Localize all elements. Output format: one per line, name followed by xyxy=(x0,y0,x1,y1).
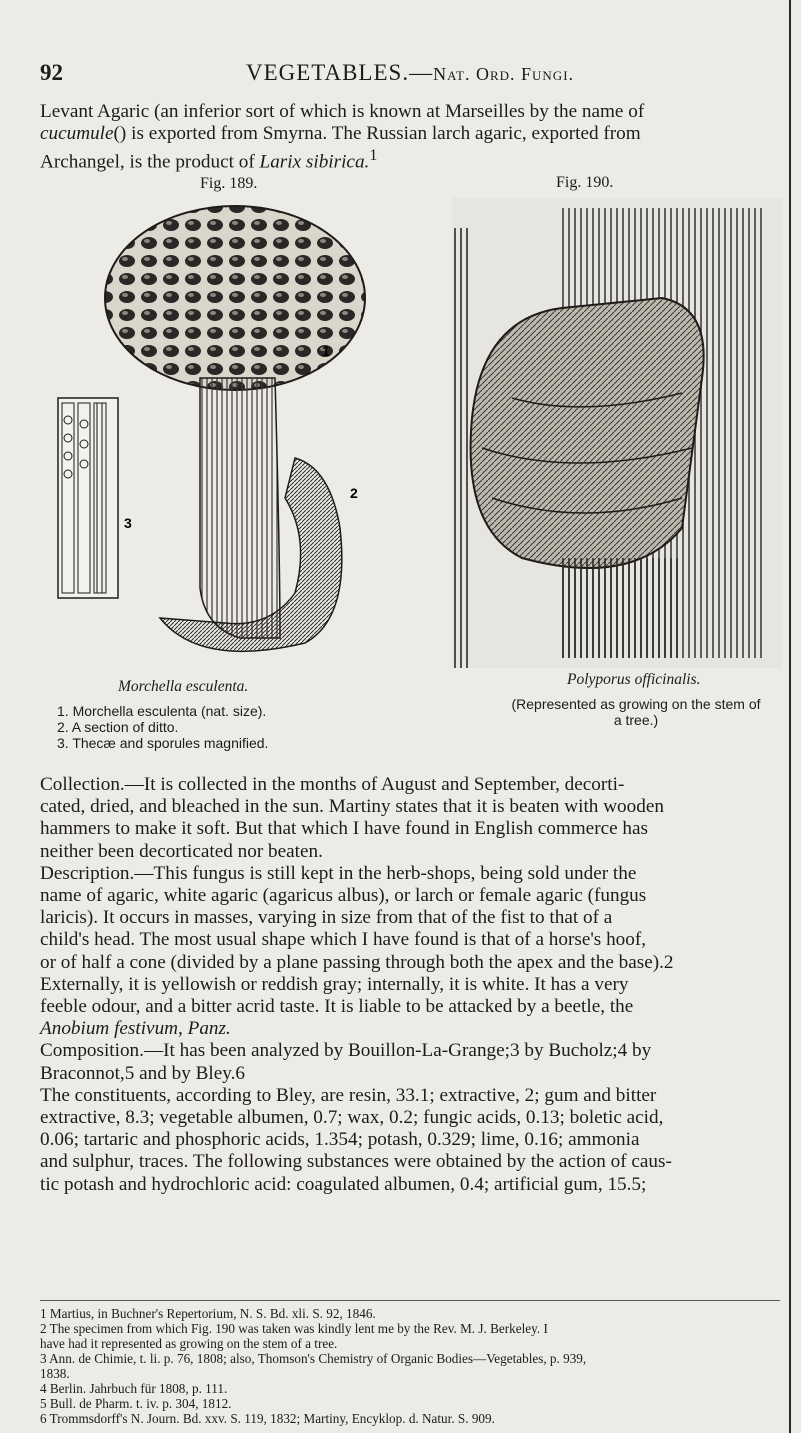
footnote-ref-1: 1 xyxy=(369,147,378,165)
thecae-panel xyxy=(58,398,118,598)
intro-line-3-start: Archangel, is the product of xyxy=(40,151,260,173)
body-line: Composition.—It has been analyzed by Bouillon-La-Grange;3 by Bucholz;4 by xyxy=(40,1040,652,1062)
footnote: 1 Martius, in Buchner's Repertorium, N. S. Bd. xli. S. 92, 1846. xyxy=(40,1306,376,1321)
body-line: 0.06; tartaric and phosphoric acids, 1.354; potash, 0.329; lime, 0.16; ammonia xyxy=(40,1129,640,1151)
body-line: neither been decorticated nor beaten. xyxy=(40,840,323,862)
footnote: 1838. xyxy=(40,1366,70,1381)
intro-paragraph xyxy=(40,101,776,174)
bracket-fungus xyxy=(471,298,704,568)
intro-line-2: cucumule() is exported from Smyrna. The Russian larch agaric, exported from xyxy=(40,123,641,145)
intro-line-1: Levant Agaric (an inferior sort of which is known at Marseilles by the name of xyxy=(40,101,645,122)
legend-item: 2. A section of ditto. xyxy=(57,719,179,735)
morel-stem xyxy=(200,378,280,638)
body-line: tic potash and hydrochloric acid: coagulated albumen, 0.4; artificial gum, 15.5; xyxy=(40,1173,647,1195)
body-line: Collection.—It is collected in the months of August and September, decorti- xyxy=(40,774,625,795)
legend-item: (Represented as growing on the stem of xyxy=(511,696,761,712)
footnote: 4 Berlin. Jahrbuch für 1808, p. 111. xyxy=(40,1381,228,1396)
body-line: extractive, 8.3; vegetable albumen, 0.7; wax, 0.2; fungic acids, 0.13; boletic acid, xyxy=(40,1107,664,1129)
fig-190-label: Fig. 190. xyxy=(556,174,614,191)
running-title-main: VEGETABLES.— xyxy=(245,60,434,85)
legend-item: a tree.) xyxy=(613,712,659,728)
marker-1: 1 xyxy=(322,343,330,359)
footnote: 2 The specimen from which Fig. 190 was taken was kindly lent me by the Rev. M. J. Berkeley. I xyxy=(40,1321,548,1336)
page-edge-rule xyxy=(789,0,791,1433)
body-line: Externally, it is yellowish or reddish gray; internally, it is white. It has a very xyxy=(40,973,629,995)
body-line: feeble odour, and a bitter acrid taste. It is liable to be attacked by a beetle, the xyxy=(40,996,634,1018)
running-head xyxy=(40,60,780,86)
legend-item: 3. Thecæ and sporules magnified. xyxy=(57,735,269,751)
footnotes xyxy=(40,1306,780,1426)
footnote: 3 Ann. de Chimie, t. li. p. 76, 1808; also, Thomson's Chemistry of Organic Bodies—Vegetables, p. 939, xyxy=(40,1351,587,1366)
polyporus-illustration xyxy=(452,198,782,668)
footnote-rule xyxy=(40,1300,780,1301)
body-line: Description.—This fungus is still kept in the herb-shops, being sold under the xyxy=(40,862,637,884)
intro-line-2-rest: ) is exported from Smyrna. The Russian larch agaric, exported from xyxy=(119,123,641,145)
marker-2: 2 xyxy=(350,485,358,501)
tree-stem-left xyxy=(452,228,472,668)
body-line: Braconnot,5 and by Bley.6 xyxy=(40,1062,245,1084)
running-title xyxy=(40,60,780,86)
morel-illustration xyxy=(50,198,370,668)
body-line: The constituents, according to Bley, are resin, 33.1; extractive, 2; gum and bitter xyxy=(40,1084,657,1106)
morel-cap xyxy=(105,206,365,390)
footnote: 5 Bull. de Pharm. t. iv. p. 304, 1812. xyxy=(40,1396,232,1411)
body-line: laricis). It occurs in masses, varying in size from that of the fist to that of a xyxy=(40,907,613,929)
page-number: 92 xyxy=(40,60,63,85)
body-line: name of agaric, white agaric (agaricus albus), or larch or female agaric (fungus xyxy=(40,885,647,907)
fig-189-caption: Morchella esculenta. xyxy=(118,678,249,695)
body-line: Anobium festivum, Panz. xyxy=(40,1018,231,1040)
footnote: 6 Trommsdorff's N. Journ. Bd. xxv. S. 119, 1832; Martiny, Encyklop. d. Natur. S. 909. xyxy=(40,1411,495,1426)
body-line: hammers to make it soft. But that which I have found in English commerce has xyxy=(40,818,648,840)
fig-189-label: Fig. 189. xyxy=(200,175,258,192)
body-line: or of half a cone (divided by a plane passing through both the apex and the base).2 xyxy=(40,951,674,973)
fig-189-legend xyxy=(57,703,268,751)
body-line: and sulphur, traces. The following substances were obtained by the action of caus- xyxy=(40,1151,672,1173)
legend-item: 1. Morchella esculenta (nat. size). xyxy=(57,703,267,719)
intro-line-3 xyxy=(40,145,776,174)
fig-190-caption: Polyporus officinalis. xyxy=(567,671,701,688)
body-line: cated, dried, and bleached in the sun. Martiny states that it is beaten with wooden xyxy=(40,796,664,818)
term-cucumule: cucumule xyxy=(40,123,114,145)
tree-base xyxy=(562,558,682,658)
body-line: child's head. The most usual shape which I have found is that of a horse's hoof, xyxy=(40,929,647,951)
footnote: have had it represented as growing on the stem of a tree. xyxy=(40,1336,338,1351)
marker-3: 3 xyxy=(124,515,132,531)
running-title-order: Nat. Ord. Fungi. xyxy=(433,64,575,84)
body-text xyxy=(40,774,776,1196)
fig-190-legend xyxy=(486,696,786,728)
term-larix-sibirica: Larix sibirica. xyxy=(259,151,370,173)
